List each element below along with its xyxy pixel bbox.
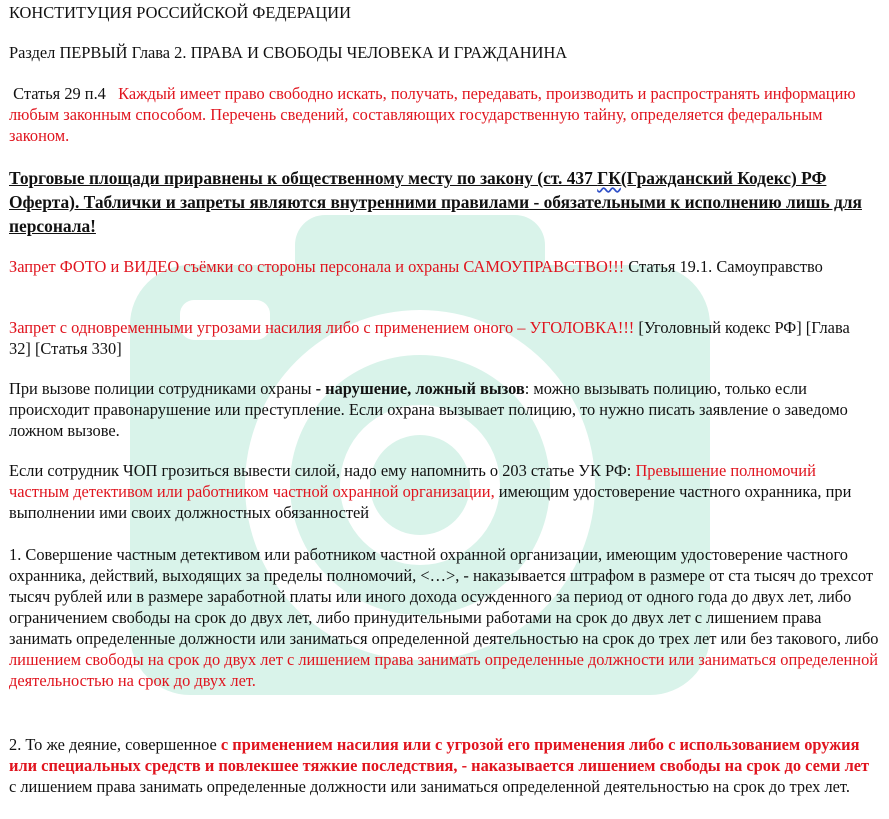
- police-text-1: При вызове полиции сотрудниками охраны: [9, 379, 316, 398]
- threat-ref: [Уголовный кодекс РФ] [Глава 32] [Статья 330]: [9, 318, 850, 358]
- part-1-red: лишением свободы на срок до двух лет с лишением права занимать определенные должности или заниматься определенной деятельностью на срок до двух лет.: [9, 650, 879, 690]
- chop-text-1: Если сотрудник ЧОП грозиться вывести силой, надо ему напомнить о 203 статье УК РФ:: [9, 461, 636, 480]
- article-29-ref: Статья 29 п.4: [13, 84, 106, 103]
- police-paragraph: [9, 378, 875, 441]
- main-thesis: [9, 166, 875, 238]
- photo-ban-red: Запрет ФОТО и ВИДЕО съёмки со стороны персонала и охраны САМОУПРАВСТВО!!!: [9, 257, 625, 276]
- thesis-part-1: Торговые площади приравнены к общественному месту по закону (ст. 437: [9, 168, 598, 188]
- chop-paragraph: [9, 460, 875, 523]
- part-1-text: 1. Совершение частным детективом или работником частной охранной организации, имеющим удостоверение частного охранника, действий, выходящих за пределы полномочий, <…>, - наказывается штрафом в размере от ста тысяч до трехсот тысяч рублей или в размере заработной платы или иного дохода осужденного за период от одного года до двух лет, либо ограничением свободы на срок до двух лет, либо принудительными работами на срок до двух лет с лишением права занимать определенные должности или заниматься определенной деятельностью на срок до трех лет или без такового, либо: [9, 545, 879, 648]
- police-text-2: : можно вызывать полицию, только если происходит правонарушение или преступление. Если охрана вызывает полицию, то нужно писать заявление о заведомо ложном вызове.: [9, 379, 848, 440]
- part-2-red-bold: с применением насилия или с угрозой его применения либо с использованием оружия или специальных средств и повлекшее тяжкие последствия, - наказывается лишением свободы на срок до семи лет: [9, 735, 870, 775]
- article-203-part-1: [9, 544, 881, 691]
- part-2-text-2: с лишением права занимать определенные должности или заниматься определенной деятельностью на срок до трех лет.: [9, 777, 850, 796]
- chop-red: Превышение полномочий частным детективом или работником частной охранной организации,: [9, 461, 816, 501]
- article-29-paragraph: [9, 83, 875, 146]
- part-2-text-1: 2. То же деяние, совершенное: [9, 735, 221, 754]
- photo-ban-ref: Статья 19.1. Самоуправство: [624, 257, 823, 276]
- threat-paragraph: [9, 317, 875, 359]
- thesis-part-2: (Гражданский Кодекс) РФ Оферта). Таблички и запреты являются внутренними правилами - обязательными к исполнению лишь для персонала!: [9, 168, 862, 236]
- police-bold: - нарушение, ложный вызов: [315, 379, 525, 398]
- threat-red: Запрет с одновременными угрозами насилия либо с применением оного – УГОЛОВКА!!!: [9, 318, 635, 337]
- thesis-gk: ГК: [597, 168, 621, 188]
- article-203-part-2: [9, 734, 875, 797]
- document-title: КОНСТИТУЦИЯ РОССИЙСКОЙ ФЕДЕРАЦИИ: [9, 3, 351, 22]
- section-heading: Раздел ПЕРВЫЙ Глава 2. ПРАВА И СВОБОДЫ ЧЕЛОВЕКА И ГРАЖДАНИНА: [9, 43, 568, 62]
- article-29-text: Каждый имеет право свободно искать, получать, передавать, производить и распространять информацию любым законным способом. Перечень сведений, составляющих государственную тайну, определяется федеральным законом.: [9, 84, 856, 145]
- chop-text-2: имеющим удостоверение частного охранника, при выполнении ими своих должностных обязанностей: [9, 482, 852, 522]
- photo-ban-paragraph: [9, 256, 875, 277]
